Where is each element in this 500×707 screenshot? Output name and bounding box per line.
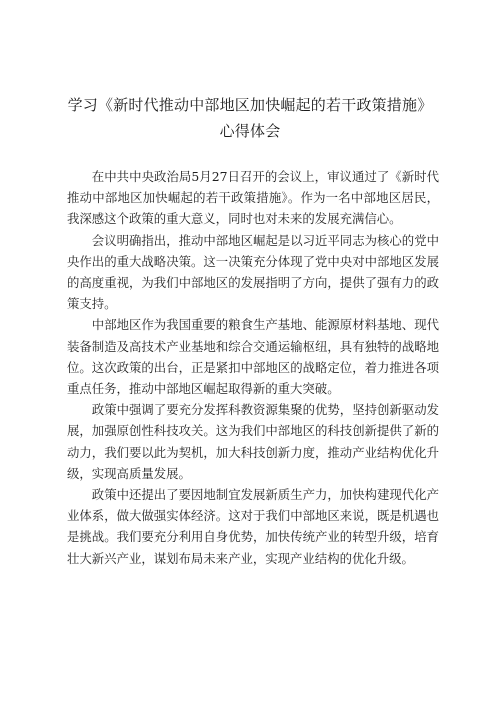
document-body <box>67 166 439 569</box>
paragraph: 中部地区作为我国重要的粮食生产基地、能源原材料基地、现代装备制造及高技术产业基地和综合交通运输枢纽，具有独特的战略地位。这次政策的出台，正是紧扣中部地区的战略定位，着力推进各项重点任务，推动中部地区崛起取得新的重大突破。 <box>67 317 439 397</box>
document-title: 学习《新时代推动中部地区加快崛起的若干政策措施》 <box>67 96 433 114</box>
paragraph: 会议明确指出，推动中部地区崛起是以习近平同志为核心的党中央作出的重大战略决策。这一决策充分体现了党中央对中部地区发展的高度重视，为我们中部地区的发展指明了方向，提供了强有力的政策支持。 <box>67 232 439 312</box>
paragraph: 政策中强调了要充分发挥科教资源集聚的优势，坚持创新驱动发展，加强原创性科技攻关。这为我们中部地区的科技创新提供了新的动力，我们要以此为契机，加大科技创新力度，推动产业结构优化升级，实现高质量发展。 <box>67 402 439 481</box>
paragraph: 在中共中央政治局5月27日召开的会议上，审议通过了《新时代推动中部地区加快崛起的若干政策措施》。作为一名中部地区居民，我深感这个政策的重大意义，同时也对未来的发展充满信心。 <box>67 169 439 227</box>
paragraph: 政策中还提出了要因地制宜发展新质生产力，加快构建现代化产业体系，做大做强实体经济。这对于我们中部地区来说，既是机遇也是挑战。我们要充分利用自身优势，加快传统产业的转型升级，培育壮大新兴产业，谋划布局未来产业，实现产业结构的优化升级。 <box>67 487 439 566</box>
document-subtitle: 心得体会 <box>219 122 281 140</box>
